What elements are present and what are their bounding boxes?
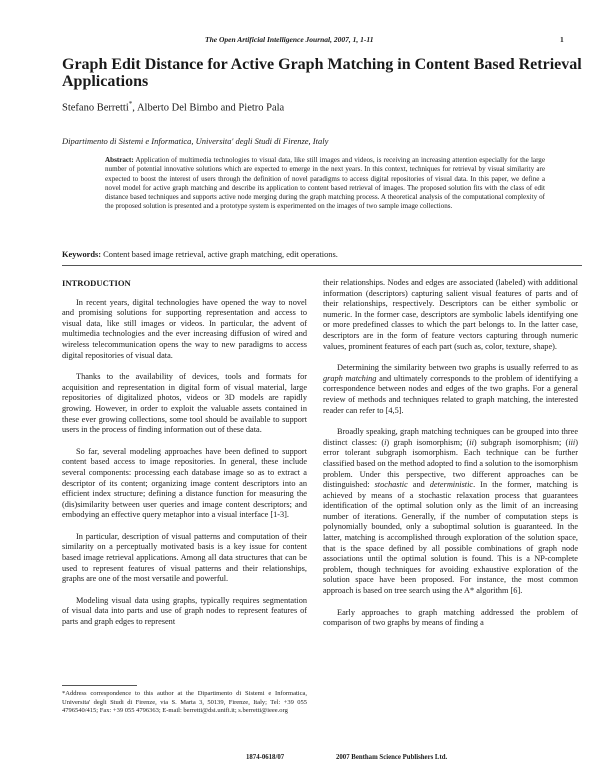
paragraph: Modeling visual data using graphs, typically requires segmentation of visual data into parts and use of graph nodes to represent features of parts and graph edges to represent [62,595,307,627]
emphasis: ii [469,437,474,447]
text-run: and [407,480,430,490]
text-run: and ultimately corresponds to the problem of identifying a correspondence between nodes and edges of the two graphs. For a general review of methods and techniques related to graph matching, the interested reader can refer to [4,5]. [323,373,578,415]
text-run: Determining the similarity between two graphs is usually referred to as [337,363,578,373]
text-run: ) error tolerant subgraph isomorphism. Each technique can be further classified based on the method adopted to find a solution to the isomorphism problem. Under this perspective, two different approaches can be distinguished: [323,437,578,490]
intro-heading: INTRODUCTION [62,278,131,288]
page-number: 1 [560,35,564,44]
abstract [105,156,545,212]
paragraph: So far, several modeling approaches have been defined to support content based access to image repositories. In general, these include several components: processing each database image so as to extract a descriptor of its content; organizing image content descriptors into an efficient index structure; defining a distance function for measuring the (dis)similarity between user queries and image content descriptors; and embodying an effective query metaphor into a visual interface [1-3]. [62,446,307,520]
text-run: ) subgraph isomorphism; ( [473,437,569,447]
affiliation: Dipartimento di Sistemi e Informatica, Universita' degli Studi di Firenze, Italy [62,136,329,146]
keywords-label: Keywords: [62,250,102,259]
emphasis: graph matching [323,373,377,383]
footnote-divider [62,685,137,686]
footer-publisher: 2007 Bentham Science Publishers Ltd. [336,754,448,761]
paragraph: In particular, description of visual patterns and computation of their similarity on a perceptually motivated basis is a key issue for content based image retrieval applications. Among all data structures that can be used to represent features of visual patterns and their relationships, graphs are one of the most versatile and powerful. [62,531,307,584]
abstract-text: Application of multimedia technologies to visual data, like still images and videos, is receiving an increasing attention especially for the large number of potential innovative solutions which are expected to emerge in the next years. In this context, techniques for retrieval by visual similarity are expected to boost the interest of users through the definition of novel paradigms to access digital repositories of visual data. In this paper, we define a novel model for active graph matching and describe its application to content based retrieval of images. The proposed solution fits with the class of edit distance based techniques and supports active node merging during the graph matching process. A theoretical analysis of the computational complexity of the proposed solution is presented and a prototype system is experimented on the images of two sample image collections. [105,156,545,211]
paragraph [323,363,578,416]
footnote: *Address correspondence to this author at the Dipartimento di Sistemi e Informatica, Universita' degli Studi di Firenze, via S. Marta 3, 50139, Firenze, Italy; Tel: +39 055 4796540/415; Fax: +39 055 4796363; E-mail: berretti@dsi.unifi.it; s.berretti@ieee.org [62,690,307,714]
emphasis: stochastic [374,480,408,490]
paper-title: Graph Edit Distance for Active Graph Matching in Content Based Retrieval Applications [62,56,582,90]
keywords [62,250,582,259]
footer-issn: 1874-0618/07 [246,754,285,761]
keywords-text: Content based image retrieval, active graph matching, edit operations. [101,250,338,259]
paragraph: Early approaches to graph matching addressed the problem of comparison of two graphs by means of finding a [323,607,578,628]
abstract-label: Abstract: [105,156,134,164]
emphasis: iii [568,437,576,447]
text-run: . In the former, matching is achieved by means of a stochastic relaxation process that guarantees identification of the optimal solution only as the limit of an increasing number of iterations. Generally, if the number of computation steps is polynomially bounded, only a suboptimal solution is guaranteed. In the latter, matching is accomplished through exploration of the solution space, that is the space defined by all possible combinations of graph node associations until the optimal solution is found. This is a NP-complete problem, though techniques for avoiding exhaustive exploration of the solution space have been proposed. For instance, the most common approach is based on tree search using the A* algorithm [6]. [323,480,578,596]
authors [62,100,284,114]
paragraph [323,427,578,597]
emphasis: deterministic [429,480,474,490]
section-divider [62,265,582,266]
text-run: Broadly speaking, graph matching techniques can be grouped into three distinct classes: ( [323,427,578,447]
emphasis: i [384,437,387,447]
left-column [62,278,307,639]
author-first: Stefano Berretti [62,102,129,114]
text-run: ) graph isomorphism; ( [386,437,470,447]
right-column [323,278,578,640]
paragraph: In recent years, digital technologies have opened the way to novel and promising solutions for supporting representation and access to visual data, like still images or videos. In particular, the advent of multimedia technologies and the ever increasing diffusion of wired and wireless telecommunication opens the way to new paradigms to access digital repositories of visual data. [62,297,307,360]
journal-header: The Open Artificial Intelligence Journal, 2007, 1, 1-11 [205,35,374,44]
corresponding-mark: * [128,100,133,108]
paragraph: Thanks to the availability of devices, tools and formats for acquisition and representation in digital form of visual material, large repositories of digitalized photos, videos or 3D models are rapidly growing. However, in order to exploit the valuable assets contained in these ever growing collections, some tool should be available to support users in the process of finding information out of these data. [62,372,307,435]
paragraph: their relationships. Nodes and edges are associated (labeled) with additional information (descriptors) capturing salient visual features of parts and of their relationships, respectively. Descriptors can be either symbolic or numeric. In the former case, descriptors are symbolic labels identifying one or more predefined classes to which the part belongs to. In the latter case, descriptors are in the form of feature vectors capturing through numeric values, prominent features of each part (such as, color, texture, shape). [323,278,578,351]
author-rest: , Alberto Del Bimbo and Pietro Pala [132,102,285,114]
